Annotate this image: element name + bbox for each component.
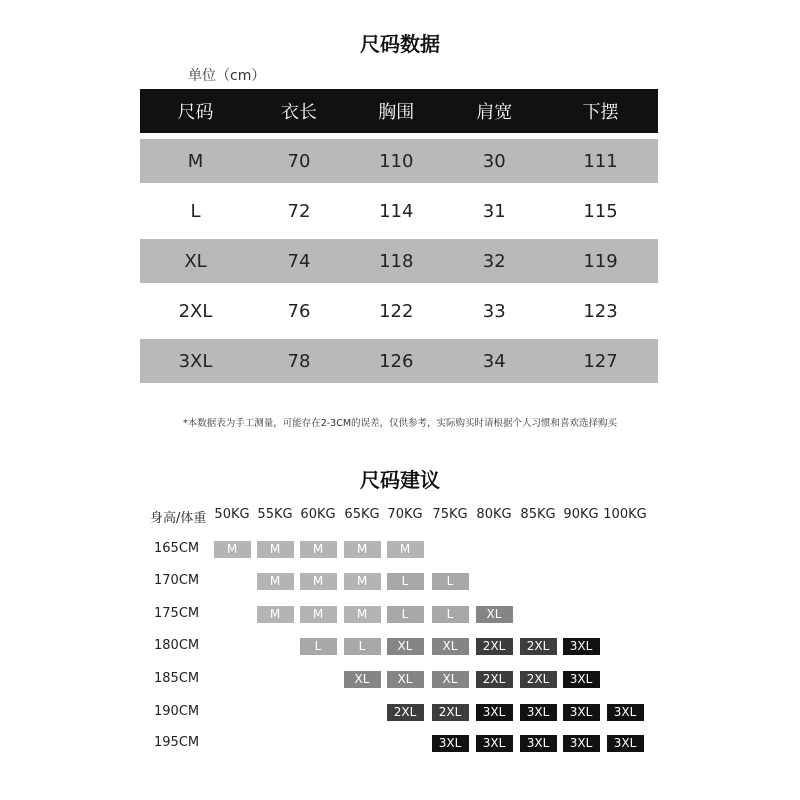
size-cell: M (300, 541, 337, 558)
table-cell: 34 (446, 339, 544, 383)
weight-header: 50KG (214, 507, 250, 522)
height-row-label: 165CM (154, 541, 200, 556)
table-cell: 115 (543, 189, 658, 233)
table-row (140, 239, 658, 283)
size-recommendation-title: 尺码建议 (360, 468, 440, 492)
size-cell: L (344, 638, 381, 655)
table-row (140, 339, 658, 383)
size-cell: XL (432, 671, 469, 688)
size-cell: M (387, 541, 424, 558)
size-cell: 3XL (607, 704, 644, 721)
size-cell: L (432, 606, 469, 623)
table-header-row (140, 89, 658, 133)
size-cell: M (257, 541, 294, 558)
table-cell: M (140, 139, 251, 183)
size-cell: M (214, 541, 251, 558)
column-header: 肩宽 (446, 89, 544, 133)
size-cell: 2XL (476, 638, 513, 655)
size-cell: L (300, 638, 337, 655)
table-row (140, 289, 658, 333)
table-cell: 3XL (140, 339, 251, 383)
column-header: 胸围 (347, 89, 446, 133)
table-cell: 32 (446, 239, 544, 283)
size-cell: 3XL (607, 735, 644, 752)
size-cell: L (387, 573, 424, 590)
size-cell: L (387, 606, 424, 623)
size-cell: 3XL (476, 735, 513, 752)
weight-header: 100KG (603, 507, 647, 522)
size-data-table (140, 89, 658, 383)
table-cell: 72 (251, 189, 347, 233)
weight-header: 65KG (344, 507, 380, 522)
size-cell: 2XL (387, 704, 424, 721)
table-cell: 76 (251, 289, 347, 333)
weight-header: 90KG (563, 507, 599, 522)
table-cell: 123 (543, 289, 658, 333)
table-row (140, 139, 658, 183)
size-cell: 2XL (476, 671, 513, 688)
unit-label: 单位（cm） (188, 68, 266, 84)
table-cell: 30 (446, 139, 544, 183)
height-row-label: 175CM (154, 606, 200, 621)
weight-header: 70KG (387, 507, 423, 522)
size-cell: 2XL (432, 704, 469, 721)
table-cell: 114 (347, 189, 446, 233)
table-cell: XL (140, 239, 251, 283)
table-cell: 122 (347, 289, 446, 333)
size-data-title: 尺码数据 (360, 32, 440, 56)
size-cell: 3XL (563, 704, 600, 721)
weight-header: 80KG (476, 507, 512, 522)
size-cell: 3XL (563, 671, 600, 688)
table-cell: 2XL (140, 289, 251, 333)
size-cell: XL (432, 638, 469, 655)
size-cell: M (344, 606, 381, 623)
height-row-label: 180CM (154, 638, 200, 653)
size-cell: XL (387, 638, 424, 655)
size-cell: L (432, 573, 469, 590)
size-cell: M (257, 606, 294, 623)
column-header: 下摆 (543, 89, 658, 133)
size-cell: 3XL (520, 735, 557, 752)
table-cell: 126 (347, 339, 446, 383)
table-cell: 118 (347, 239, 446, 283)
table-cell: 74 (251, 239, 347, 283)
table-cell: 78 (251, 339, 347, 383)
weight-header: 75KG (432, 507, 468, 522)
size-cell: XL (476, 606, 513, 623)
height-weight-corner-label: 身高/体重 (150, 511, 207, 526)
size-cell: 3XL (520, 704, 557, 721)
height-row-label: 190CM (154, 704, 200, 719)
height-row-label: 185CM (154, 671, 200, 686)
height-row-label: 195CM (154, 735, 200, 750)
table-cell: 70 (251, 139, 347, 183)
size-cell: 2XL (520, 638, 557, 655)
weight-header: 60KG (300, 507, 336, 522)
table-cell: 31 (446, 189, 544, 233)
height-row-label: 170CM (154, 573, 200, 588)
table-cell: 111 (543, 139, 658, 183)
table-cell: 33 (446, 289, 544, 333)
table-cell: 127 (543, 339, 658, 383)
size-cell: M (300, 573, 337, 590)
size-cell: M (300, 606, 337, 623)
size-cell: M (344, 573, 381, 590)
column-header: 衣长 (251, 89, 347, 133)
size-cell: 2XL (520, 671, 557, 688)
size-cell: 3XL (563, 735, 600, 752)
column-header: 尺码 (140, 89, 251, 133)
table-cell: 119 (543, 239, 658, 283)
size-cell: XL (387, 671, 424, 688)
table-row (140, 189, 658, 233)
weight-header: 85KG (520, 507, 556, 522)
size-cell: XL (344, 671, 381, 688)
size-cell: 3XL (432, 735, 469, 752)
table-cell: 110 (347, 139, 446, 183)
size-cell: 3XL (476, 704, 513, 721)
measurement-note: *本数据表为手工测量，可能存在2-3CM的误差，仅供参考，实际购买时请根据个人习惯和喜欢选择购买 (182, 418, 618, 429)
size-cell: 3XL (563, 638, 600, 655)
table-cell: L (140, 189, 251, 233)
size-cell: M (257, 573, 294, 590)
size-cell: M (344, 541, 381, 558)
weight-header: 55KG (257, 507, 293, 522)
